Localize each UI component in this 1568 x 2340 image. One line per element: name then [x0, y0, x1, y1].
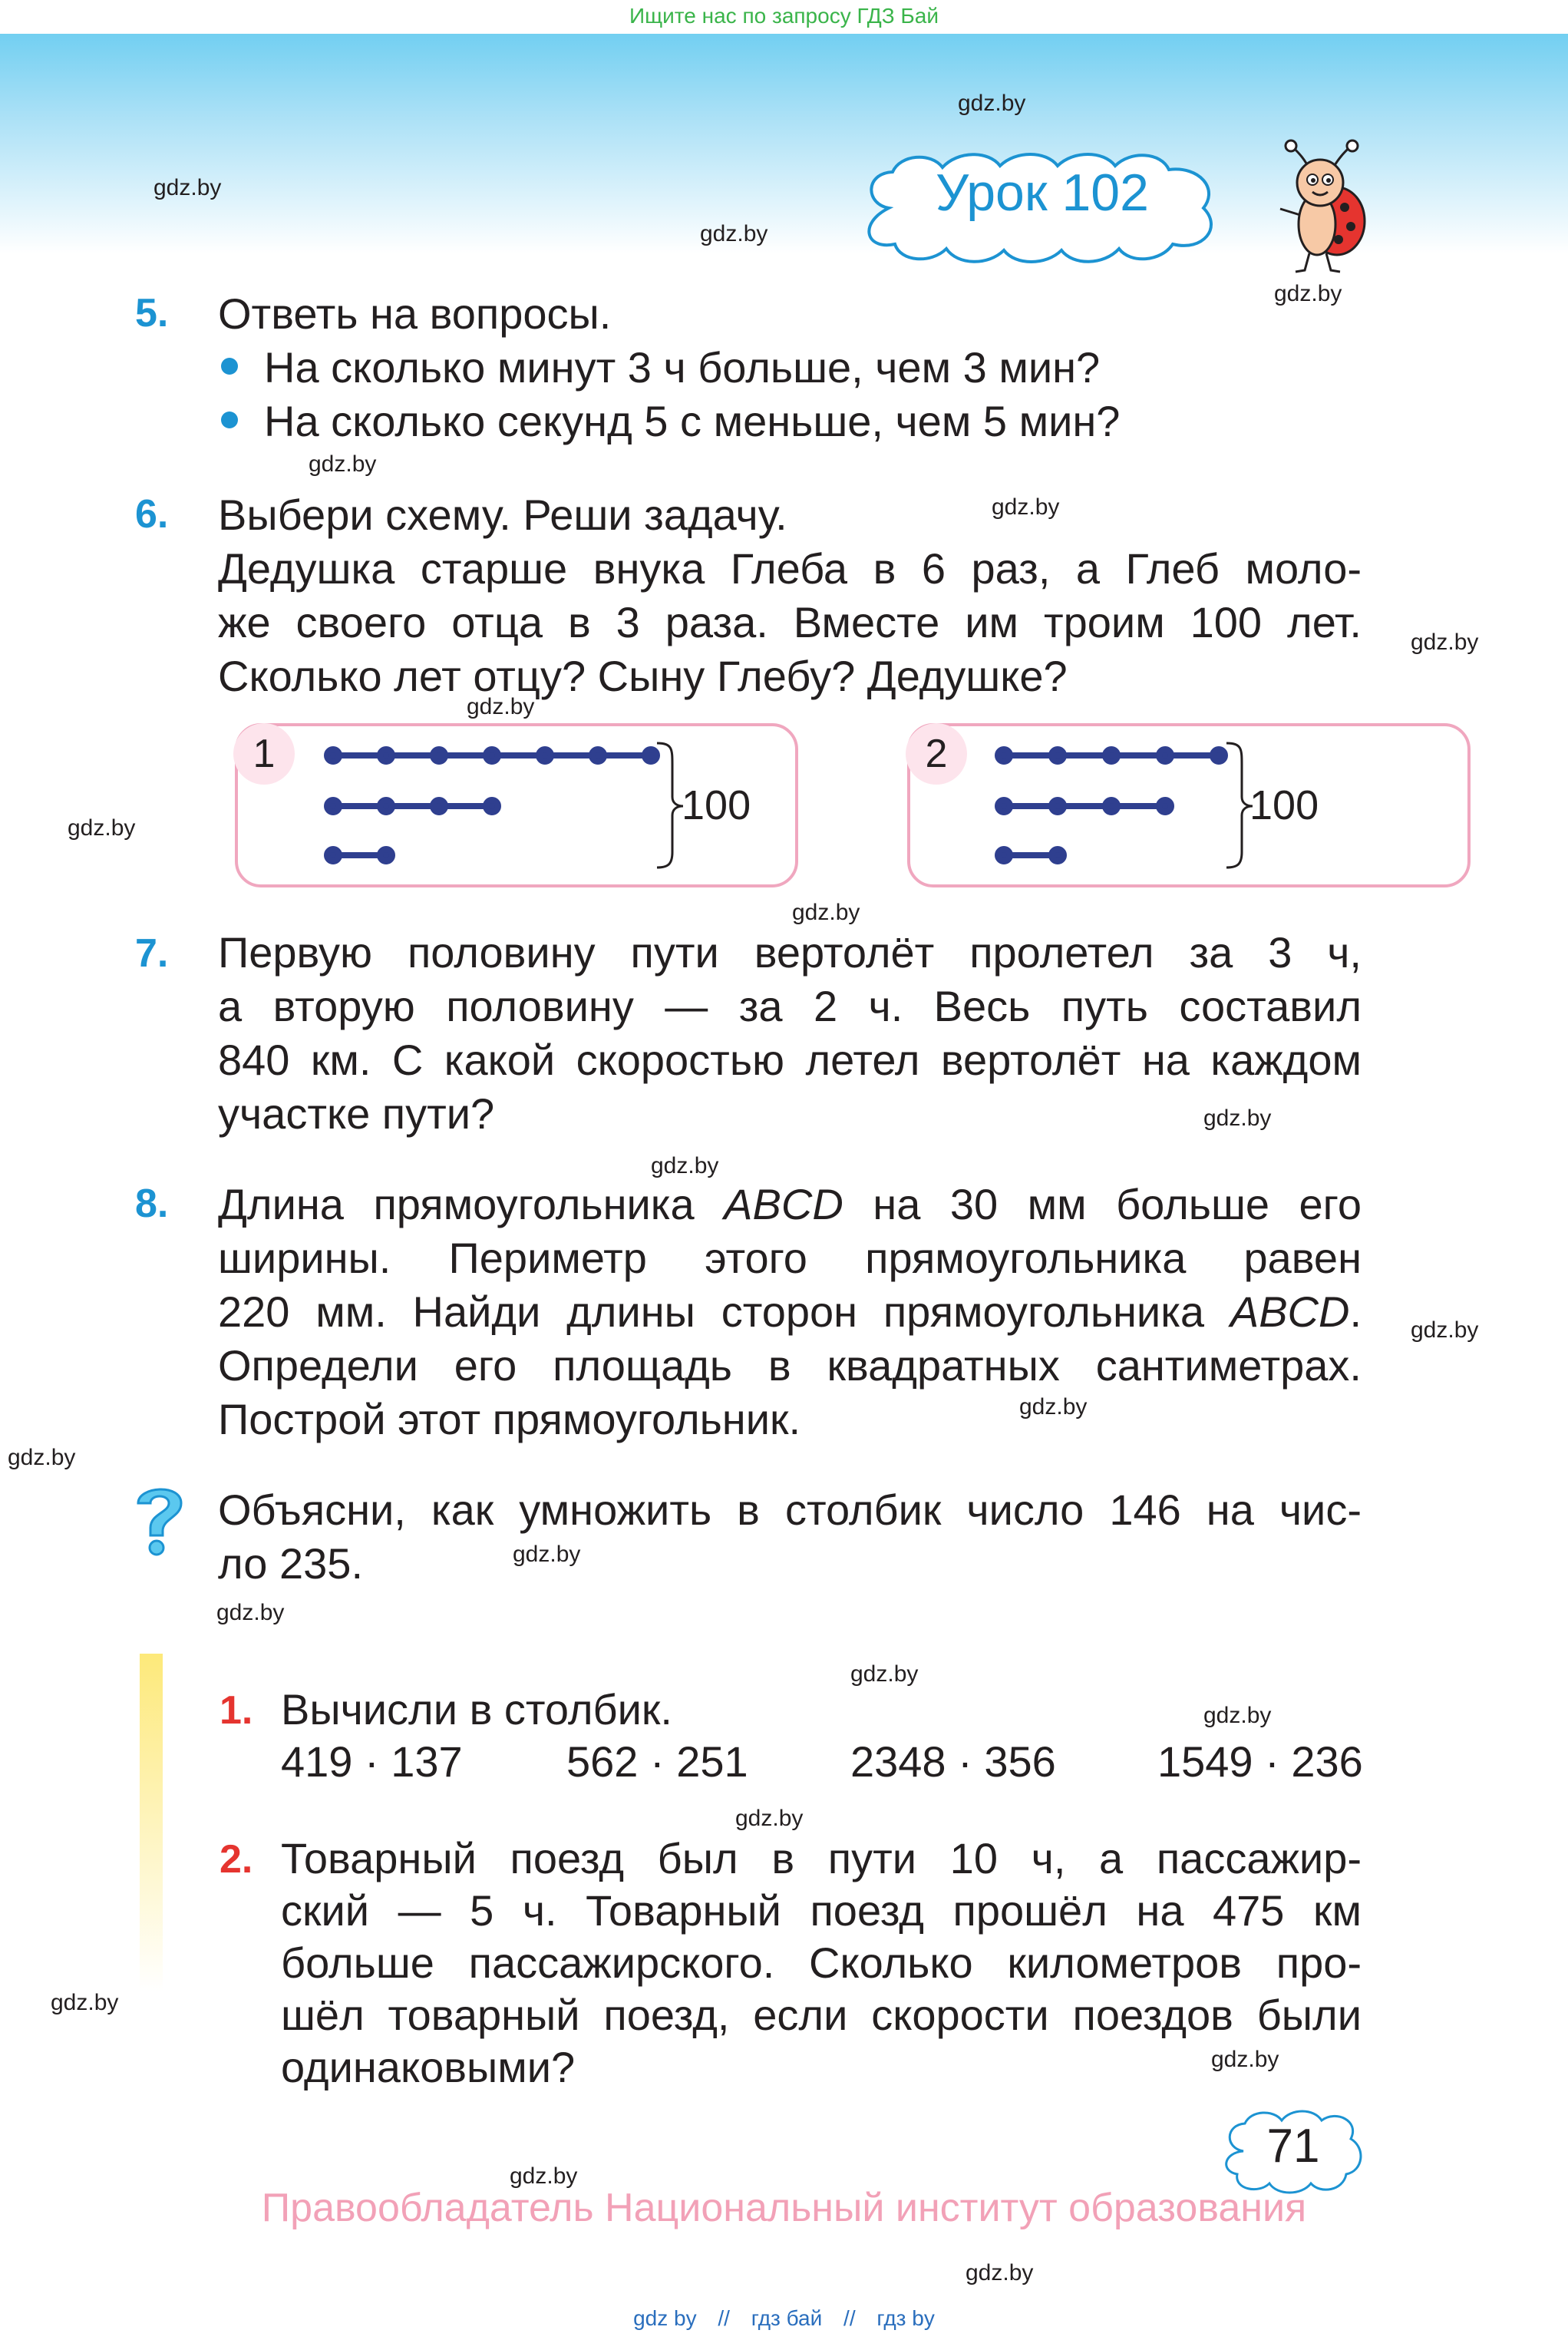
- watermark: gdz.by: [153, 175, 222, 200]
- exercise2-text-line: одинаковыми?: [281, 2043, 576, 2091]
- exercise-number: 1.: [220, 1688, 253, 1733]
- task7-text-line: а вторую половину — за 2 ч. Весь путь составил: [218, 982, 1362, 1030]
- task6-text-line: Дедушка старше внука Глеба в 6 раз, а Глеб моло-: [218, 544, 1362, 593]
- footer-link[interactable]: гдз бай: [751, 2306, 823, 2330]
- task8-text-line: Построй этот прямоугольник.: [218, 1395, 801, 1443]
- lesson-title: Урок 102: [936, 164, 1149, 222]
- watermark: gdz.by: [68, 815, 136, 841]
- task6-text-line: Сколько лет отцу? Сыну Глебу? Дедушке?: [218, 652, 1068, 700]
- scheme-option-1[interactable]: [235, 723, 798, 887]
- task6-text-line: же своего отца в 3 раза. Вместе им троим 100 лет.: [218, 598, 1362, 646]
- task8-text-line: [218, 1178, 1362, 1231]
- watermark: gdz.by: [510, 2163, 578, 2189]
- top-banner: Ищите нас по запросу ГДЗ Бай: [0, 0, 1568, 34]
- question-text-line: ло 235.: [218, 1539, 363, 1588]
- task6-title: Выбери схему. Реши задачу.: [218, 491, 787, 539]
- watermark: gdz.by: [700, 221, 768, 246]
- watermark: gdz.by: [966, 2260, 1034, 2285]
- text-fragment: 220 мм. Найди длины сторон прямоугольника: [218, 1287, 1230, 1336]
- task7-text-line: 840 км. С какой скоростью летел вертолёт на каждом: [218, 1036, 1362, 1084]
- exercise2-text-line: ский — 5 ч. Товарный поезд прошёл на 475 км: [281, 1886, 1362, 1935]
- task-number: 8.: [135, 1182, 169, 1226]
- calc-expression: 562 · 251: [566, 1737, 748, 1786]
- watermark: gdz.by: [792, 900, 860, 925]
- watermark: gdz.by: [1203, 1703, 1272, 1728]
- ladybug-icon: [1271, 138, 1378, 276]
- bullet-icon: [221, 411, 238, 428]
- scheme-number: 2: [906, 723, 967, 785]
- watermark: gdz.by: [958, 91, 1026, 116]
- watermark: gdz.by: [467, 694, 535, 719]
- page-number: 71: [1266, 2120, 1320, 2173]
- calc-expression: 1549 · 236: [1157, 1737, 1363, 1786]
- question-text-line: Объясни, как умножить в столбик число 146 на чис-: [218, 1486, 1362, 1534]
- watermark: gdz.by: [1203, 1106, 1272, 1131]
- task-number: 5.: [135, 291, 169, 335]
- watermark: gdz.by: [651, 1153, 719, 1178]
- calc-expression: 2348 · 356: [850, 1737, 1056, 1786]
- question-mark-icon: [130, 1480, 189, 1557]
- watermark: gdz.by: [51, 1990, 119, 2015]
- rectangle-name: ABCD: [724, 1180, 843, 1228]
- footer-link[interactable]: гдз by: [876, 2306, 935, 2330]
- scheme-total: 100: [1249, 782, 1319, 828]
- task-number: 6.: [135, 492, 169, 537]
- scheme-option-2[interactable]: [907, 723, 1471, 887]
- watermark: gdz.by: [1411, 630, 1479, 655]
- task8-text-line: Определи его площадь в квадратных сантиметрах.: [218, 1341, 1362, 1390]
- task7-text-line: Первую половину пути вертолёт пролетел за 3 ч,: [218, 928, 1362, 977]
- text-fragment: .: [1349, 1287, 1362, 1336]
- exercise2-text-line: шёл товарный поезд, если скорости поездов были: [281, 1991, 1362, 2039]
- task-number: 7.: [135, 931, 169, 976]
- task8-text-line: ширины. Периметр этого прямоугольника равен: [218, 1234, 1362, 1282]
- footer-link[interactable]: gdz by: [633, 2306, 697, 2330]
- separator: //: [843, 2306, 856, 2330]
- scheme-segments: [910, 726, 1467, 884]
- watermark: gdz.by: [1211, 2047, 1279, 2072]
- rectangle-name: ABCD: [1230, 1287, 1350, 1336]
- task5-question: На сколько минут 3 ч больше, чем 3 мин?: [264, 343, 1101, 392]
- calc-expression: 419 · 137: [281, 1737, 463, 1786]
- exercise1-title: Вычисли в столбик.: [281, 1685, 672, 1734]
- watermark: gdz.by: [735, 1806, 804, 1831]
- watermark: gdz.by: [1019, 1394, 1088, 1420]
- exercise2-text-line: больше пассажирского. Сколько километров про-: [281, 1938, 1362, 1987]
- scheme-number: 1: [233, 723, 295, 785]
- task5-title: Ответь на вопросы.: [218, 289, 612, 338]
- task7-text-line: участке пути?: [218, 1089, 495, 1138]
- watermark: gdz.by: [8, 1445, 76, 1470]
- watermark: gdz.by: [1411, 1317, 1479, 1343]
- scheme-total: 100: [682, 782, 751, 828]
- copyright-notice: Правообладатель Национальный институт образования: [261, 2186, 1307, 2230]
- text-fragment: Длина прямоугольника: [218, 1180, 725, 1228]
- bullet-icon: [221, 358, 238, 375]
- bottom-links: [0, 2306, 1568, 2331]
- task8-text-line: [218, 1285, 1362, 1339]
- watermark: gdz.by: [309, 451, 377, 477]
- watermark: gdz.by: [1274, 281, 1342, 306]
- separator: //: [718, 2306, 730, 2330]
- watermark: gdz.by: [850, 1661, 919, 1687]
- task5-question: На сколько секунд 5 с меньше, чем 5 мин?: [264, 397, 1121, 445]
- exercise-number: 2.: [220, 1837, 253, 1882]
- watermark: gdz.by: [992, 494, 1060, 520]
- text-fragment: на 30 мм больше его: [843, 1180, 1362, 1228]
- watermark: gdz.by: [513, 1542, 581, 1567]
- exercise2-text-line: Товарный поезд был в пути 10 ч, а пассажир-: [281, 1834, 1362, 1882]
- watermark: gdz.by: [216, 1600, 285, 1625]
